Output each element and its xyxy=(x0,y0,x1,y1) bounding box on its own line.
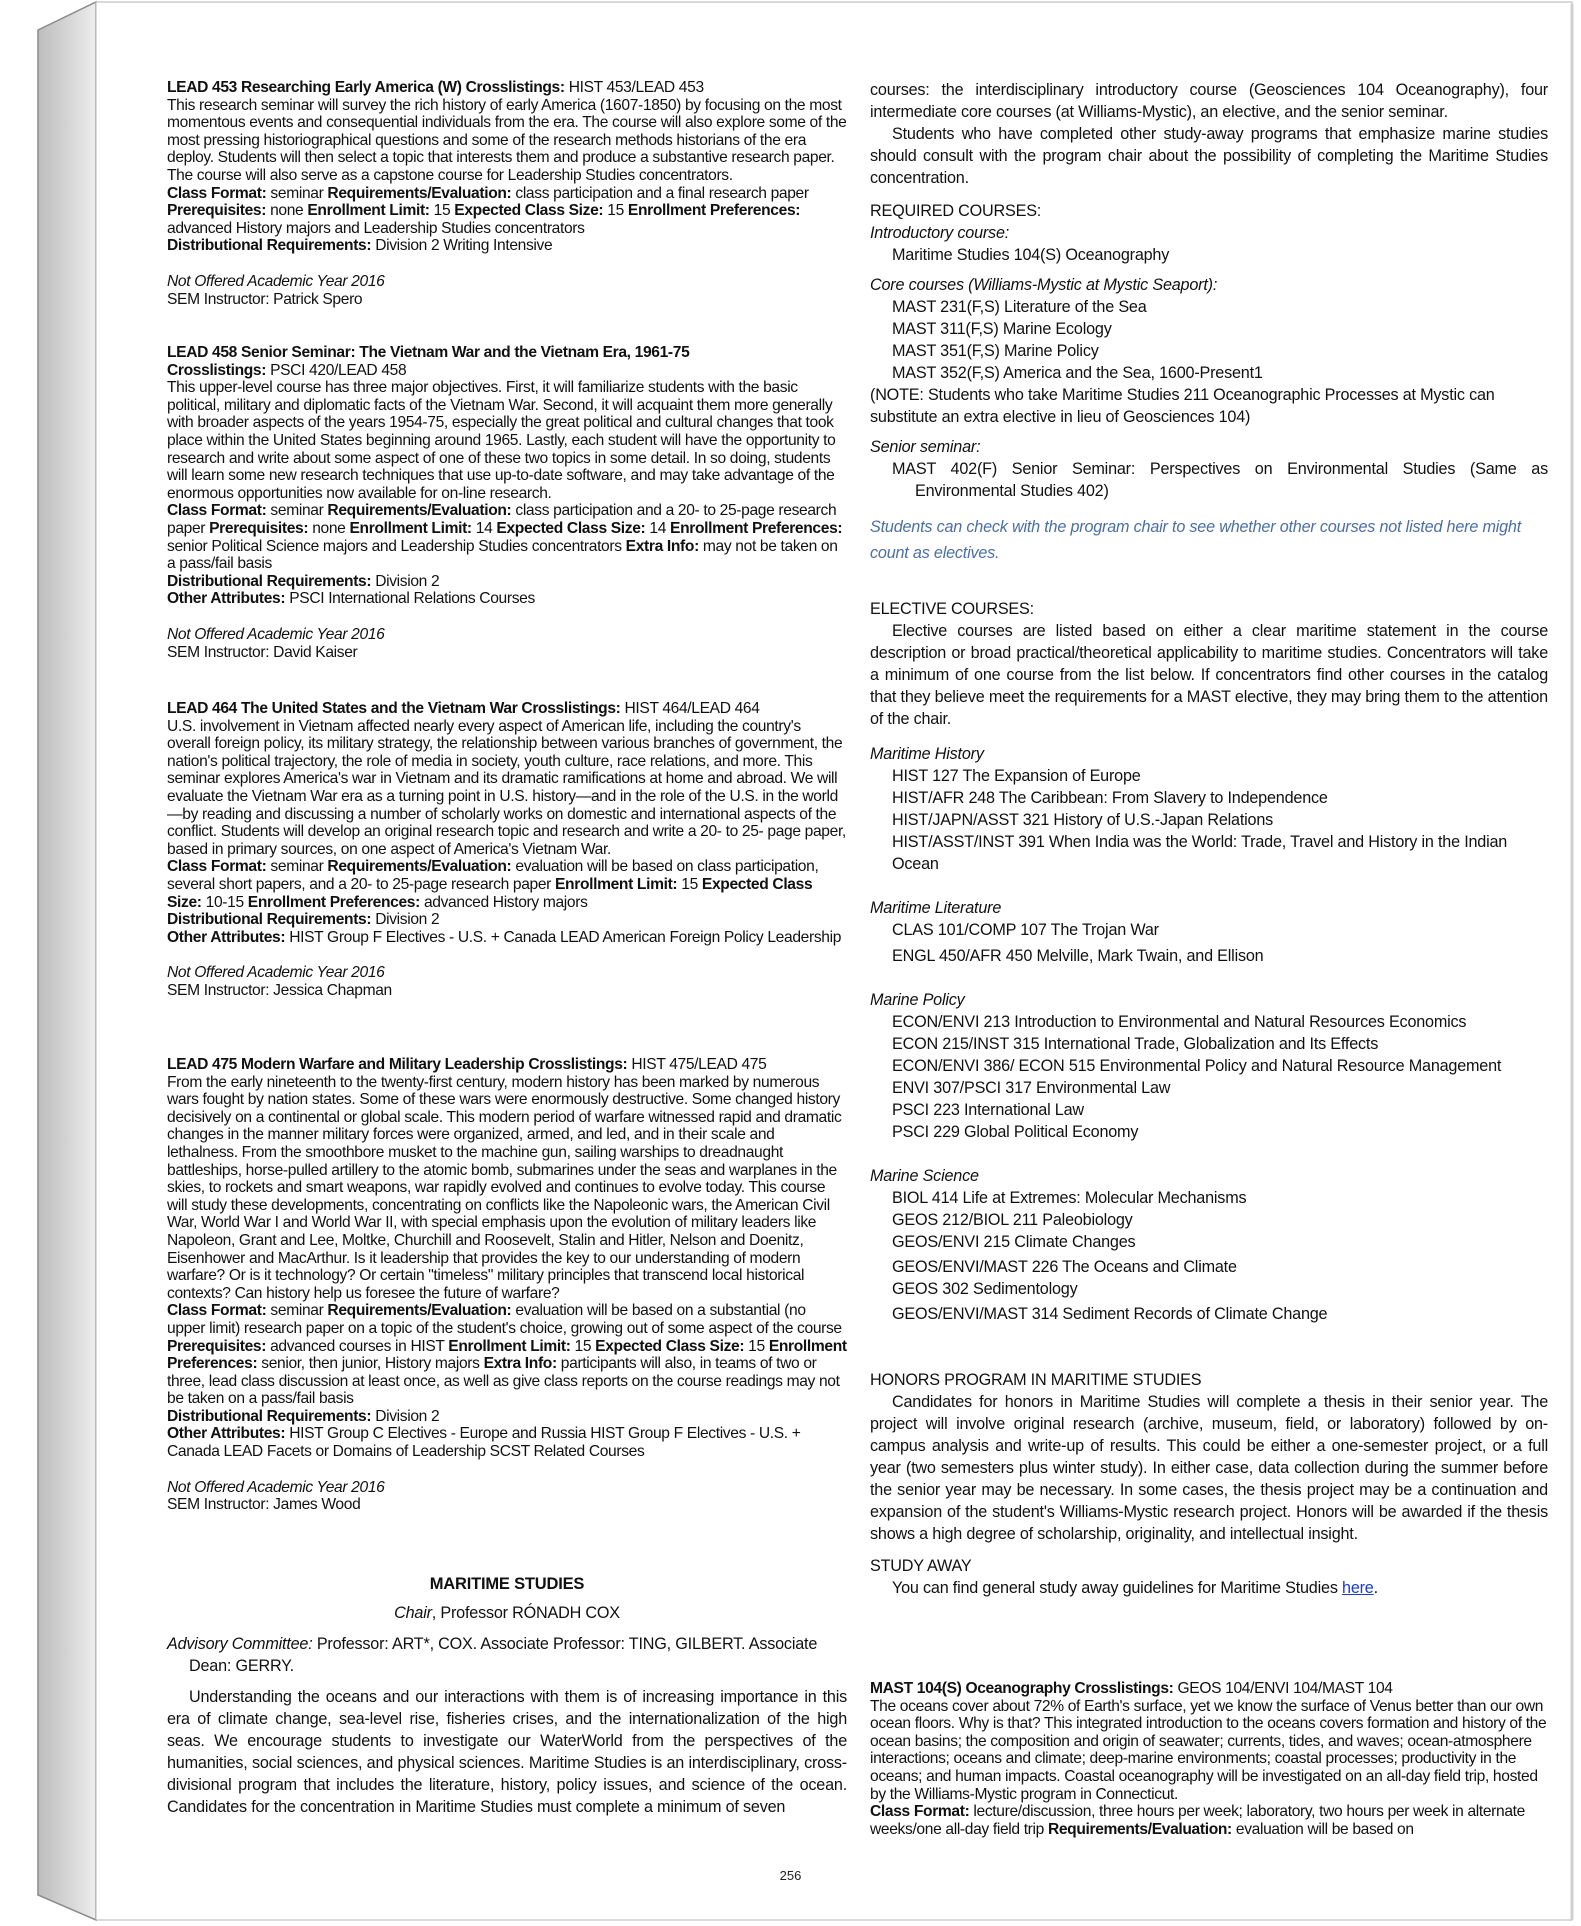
list-item: HIST 127 The Expansion of Europe xyxy=(892,767,1141,785)
offered-note: Not Offered Academic Year 2016 xyxy=(167,272,385,290)
science-list xyxy=(870,1187,1548,1325)
instructor: SEM Instructor: Jessica Chapman xyxy=(167,981,392,999)
study-away-link[interactable]: here xyxy=(1342,1579,1374,1597)
intro-course: Maritime Studies 104(S) Oceanography xyxy=(892,246,1170,264)
offered-note: Not Offered Academic Year 2016 xyxy=(167,1478,385,1496)
list-item: HIST/ASST/INST 391 When India was the World: Trade, Travel and History in the Indian Ocean xyxy=(892,833,1508,873)
maritime-intro: Understanding the oceans and our interactions with them is of increasing importance in this era of climate change, sea-level rise, fisheries crises, and the internationalization of the high seas. We encourage students to investigate our WaterWorld from the perspectives of the humanities, social sciences, and physical sciences. Maritime Studies is an interdisciplinary, cross-divisional program that includes the literature, history, policy issues, and science of the ocean. Candidates for the concentration in Maritime Studies must complete a minimum of seven xyxy=(167,1688,847,1816)
course-details: Class Format: seminar Requirements/Evaluation: class participation and a 20- to 25-page research paper Prerequisites: none Enrollment Limit: 14 Expected Class Size: 14 Enrollment Preferences: senior Political Science majors and Leadership Studies concentrators Extra Info: may not be taken on a pass/fail basis xyxy=(167,502,843,573)
course-lead453: LEAD 453 Researching Early America (W) Crosslistings: HIST 453/LEAD 453 This research seminar will survey the rich history of early America (1607-1850) by focusing on the most momentous events and consequential individuals from the era. The course will also explore some of the most pressing historiographical questions and some of the research methods historians of the era deploy. Students will then select a topic that interests them and produce a substantive research paper. The course will also serve as a capstone course for Leadership Studies concentrators. Class Format: seminar Requirements/Evaluation: class participation and a final research paper Prerequisites: none Enrollment Limit: 15 Expected Class Size: 15 Enrollment Preferences: advanced History majors and Leadership Studies concentrators Distributional Requirements: Division 2 Writing Intensive Not Offered Academic Year 2016 SEM Instructor: Patrick Spero xyxy=(167,79,847,308)
instructor: SEM Instructor: Patrick Spero xyxy=(167,290,363,308)
course-description: The oceans cover about 72% of Earth's surface, yet we know the surface of Venus better than our own ocean floors. Why is that? This integrated introduction to the oceans covers formation and history of the ocean basins; the composition and origin of seawater; currents, tides, and waves; ocean-atmosphere interactions; oceans and climate; deep-marine environments; coastal processes; productivity in the oceans; and human impacts. Coastal oceanography will be investigated on an all-day field trip, hosted by the Williams-Mystic program in Connecticut. xyxy=(870,1697,1547,1803)
list-item: HIST/AFR 248 The Caribbean: From Slavery to Independence xyxy=(892,789,1328,807)
page-number: 256 xyxy=(779,1868,802,1883)
list-item: MAST 231(F,S) Literature of the Sea xyxy=(892,298,1147,316)
list-item: MAST 351(F,S) Marine Policy xyxy=(892,342,1099,360)
policy-list xyxy=(870,1011,1548,1143)
course-heading: MAST 104(S) Oceanography xyxy=(870,1680,1071,1697)
course-description: This upper-level course has three major objectives. First, it will familiarize students with the basic political, military and diplomatic facts of the Vietnam War. Second, it will acquaint them more generally with broader aspects of the years 1954-75, especially the great political and cultural changes that took place within the United States beginning around 1965. Lastly, each student will have the opportunity to research and write about some aspect of one of these two topics in some detail. In so doing, students will learn some new research techniques that use up-to-date software, and may take advantage of the enormous opportunities now available for on-line research. xyxy=(167,379,836,502)
list-item: ECON/ENVI 386/ ECON 515 Environmental Policy and Natural Resource Management xyxy=(892,1057,1502,1075)
electives-note: Students can check with the program chair to see whether other courses not listed here might count as electives. xyxy=(870,518,1522,562)
senior-label: Senior seminar: xyxy=(870,438,981,456)
chair-line: Chair, Professor RÓNADH COX xyxy=(394,1604,620,1622)
history-label: Maritime History xyxy=(870,745,984,763)
intro-continued: courses: the interdisciplinary introductory course (Geosciences 104 Oceanography), four intermediate core courses (at Williams-Mystic), an elective, and the senior seminar. xyxy=(870,81,1548,121)
history-list xyxy=(870,765,1548,875)
requirements-section xyxy=(870,79,1548,1599)
study-away-note: Students who have completed other study-away programs that emphasize marine studies should consult with the program chair about the possibility of completing the Maritime Studies concentration. xyxy=(870,125,1548,187)
list-item: CLAS 101/COMP 107 The Trojan War xyxy=(892,921,1159,939)
list-item: GEOS 212/BIOL 211 Paleobiology xyxy=(892,1211,1133,1229)
course-details: Class Format: seminar Requirements/Evaluation: class participation and a final research paper Prerequisites: none Enrollment Limit: 15 Expected Class Size: 15 Enrollment Preferences: advanced History majors and Leadership Studies concentrators xyxy=(167,184,809,237)
honors-text: Candidates for honors in Maritime Studies will complete a thesis in their senior year. The project will involve original research (archive, museum, field, or laboratory) followed by on-campus analysis and write-up of results. This could be either a one-semester project, or a full year (two semesters plus winter study). In either case, data collection during the summer before the senior year may be necessary. In some cases, the thesis project may be a continuation and expansion of the student's Williams-Mystic research project. Honors will be awarded if the thesis shows a high degree of scholarship, originality, and intellectual insight. xyxy=(870,1393,1548,1543)
list-item: ECON/ENVI 213 Introduction to Environmental and Natural Resources Economics xyxy=(892,1013,1467,1031)
course-lead464: LEAD 464 The United States and the Vietnam War Crosslistings: HIST 464/LEAD 464 U.S. involvement in Vietnam affected nearly every aspect of American life, including the country's overall foreign policy, its military strategy, the relationship between various branches of government, the nation's political trajectory, the role of media in society, youth culture, race relations, and more. This seminar explores America's war in Vietnam and its dramatic ramifications at home and abroad. We will evaluate the Vietnam War era as a turning point in U.S. history—and in the role of the U.S. in the world—by reading and discussing a number of scholarly works on domestic and international aspects of the conflict. Students will develop an original research topic and research and write a 20- to 25- page paper, based in primary sources, on one aspect of America's Vietnam War. Class Format: seminar Requirements/Evaluation: evaluation will be based on class participation, several short papers, and a 20- to 25-page research paper Enrollment Limit: 15 Expected Class Size: 10-15 Enrollment Preferences: advanced History majors Distributional Requirements: Division 2 Other Attributes: HIST Group F Electives - U.S. + Canada LEAD American Foreign Policy Leadership Not Offered Academic Year 2016 SEM Instructor: Jessica Chapman xyxy=(167,700,846,999)
list-item: PSCI 223 International Law xyxy=(892,1101,1084,1119)
list-item: ECON 215/INST 315 International Trade, Globalization and Its Effects xyxy=(892,1035,1379,1053)
study-away-heading: STUDY AWAY xyxy=(870,1557,972,1575)
offered-note: Not Offered Academic Year 2016 xyxy=(167,964,385,982)
advisory-committee: Advisory Committee: Professor: ART*, COX. Associate Professor: TING, GILBERT. Associate Dean: GERRY. xyxy=(167,1635,818,1675)
list-item: HIST/JAPN/ASST 321 History of U.S.-Japan Relations xyxy=(892,811,1274,829)
list-item: GEOS/ENVI/MAST 314 Sediment Records of Climate Change xyxy=(892,1305,1328,1323)
course-details: Class Format: seminar Requirements/Evaluation: evaluation will be based on a substantial (no upper limit) research paper on a topic of the student's choice, growing out of some aspect of the course Prerequisites: advanced courses in HIST Enrollment Limit: 15 Expected Class Size: 15 Enrollment Preferences: senior, then junior, History majors Extra Info: participants will also, in teams of two or three, lead class discussion at least once, as well as give class reports on the course readings may not be taken on a pass/fail basis xyxy=(167,1302,847,1408)
list-item: GEOS/ENVI 215 Climate Changes xyxy=(892,1233,1136,1251)
course-mast104: MAST 104(S) Oceanography Crosslistings: GEOS 104/ENVI 104/MAST 104 The oceans cover about 72% of Earth's surface, yet we know the surface of Venus better than our own ocean floors. Why is that? This integrated introduction to the oceans covers formation and history of the ocean basins; the composition and origin of seawater; currents, tides, and waves; ocean-atmosphere interactions; oceans and climate; deep-marine environments; coastal processes; productivity in the oceans; and human impacts. Coastal oceanography will be investigated on an all-day field trip, hosted by the Williams-Mystic program in Connecticut. Class Format: lecture/discussion, three hours per week; laboratory, two hours per week in alternate weeks/one all-day field trip Requirements/Evaluation: evaluation will be based on xyxy=(870,1680,1547,1838)
list-item: ENGL 450/AFR 450 Melville, Mark Twain, and Ellison xyxy=(892,947,1264,965)
list-item: GEOS 302 Sedimentology xyxy=(892,1280,1078,1298)
course-description: U.S. involvement in Vietnam affected nearly every aspect of American life, including the country's overall foreign policy, its military strategy, the relationship between various branches of government, the nation's political trajectory, the role of media in society, youth culture, race relations, and more. This seminar explores America's war in Vietnam and its dramatic ramifications at home and abroad. We will evaluate the Vietnam War era as a turning point in U.S. history—and in the role of the U.S. in the world—by reading and discussing a number of scholarly works on domestic and international aspects of the conflict. Students will develop an original research topic and research and write a 20- to 25- page paper, based in primary sources, on one aspect of America's Vietnam War. xyxy=(167,717,846,858)
literature-label: Maritime Literature xyxy=(870,899,1002,917)
core-list xyxy=(870,296,1548,384)
maritime-studies-section xyxy=(167,1573,847,1818)
offered-note: Not Offered Academic Year 2016 xyxy=(167,625,385,643)
section-title: MARITIME STUDIES xyxy=(429,1575,585,1593)
course-description: This research seminar will survey the rich history of early America (1607-1850) by focusing on the most momentous events and consequential individuals from the era. The course will also explore some of the most pressing historiographical questions and some of the research methods historians of the era deploy. Students will then select a topic that interests them and produce a substantive research paper. The course will also serve as a capstone course for Leadership Studies concentrators. xyxy=(167,96,847,184)
course-details: Class Format: lecture/discussion, three hours per week; laboratory, two hours per week in alternate weeks/one all-day field trip Requirements/Evaluation: evaluation will be based on xyxy=(870,1803,1525,1838)
study-away-text: You can find general study away guidelines for Maritime Studies here. xyxy=(892,1579,1378,1597)
course-lead475: LEAD 475 Modern Warfare and Military Leadership Crosslistings: HIST 475/LEAD 475 From the early nineteenth to the twenty-first century, modern history has been marked by numerous wars fought by nation states. Some of these wars were enormously destructive. Some changed history decisively on a continental or global scale. This modern period of warfare witnessed rapid and dramatic changes in the manner military forces were organized, armed, and led, and in their scale and lethalness. From the smoothbore musket to the machine gun, sailing warships to dreadnaught battleships, horse-pulled artillery to the atomic bomb, submarines under the seas and warplanes in the skies, to rockets and smart weapons, war rapidly evolved and continues to evolve today. This course will study these developments, concentrating on conflicts like the Napoleonic wars, the American Civil War, World War I and World War II, with special emphasis upon the evolution of military leaders like Napoleon, Grant and Lee, Moltke, Churchill and Roosevelt, Stalin and Hitler, Nelson and Doenitz, Eisenhower and MacArthur. Is it leadership that provides the key to our understanding of modern warfare? Or is it technology? Or certain "timeless" military principles that transcend local historical contexts? Can history help us foresee the future of warfare? Class Format: seminar Requirements/Evaluation: evaluation will be based on a substantial (no upper limit) research paper on a topic of the student's choice, growing out of some aspect of the course Prerequisites: advanced courses in HIST Enrollment Limit: 15 Expected Class Size: 15 Enrollment Preferences: senior, then junior, History majors Extra Info: participants will also, in teams of two or three, lead class discussion at least once, as well as give class reports on the course readings may not be taken on a pass/fail basis Distributional Requirements: Division 2 Other Attributes: HIST Group C Electives - Europe and Russia HIST Group F Electives - U.S. + Canada LEAD Facets or Domains of Leadership SCST Related Courses Not Offered Academic Year 2016 SEM Instructor: James Wood xyxy=(167,1056,847,1514)
list-item: ENVI 307/PSCI 317 Environmental Law xyxy=(892,1079,1171,1097)
course-heading: LEAD 453 Researching Early America (W) xyxy=(167,79,462,96)
required-heading: REQUIRED COURSES: xyxy=(870,202,1042,220)
course-details: Class Format: seminar Requirements/Evaluation: evaluation will be based on class participation, several short papers, and a 20- to 25-page research paper Enrollment Limit: 15 Expected Class Size: 10-15 Enrollment Preferences: advanced History majors xyxy=(167,858,819,911)
list-item: MAST 311(F,S) Marine Ecology xyxy=(892,320,1112,338)
list-item: MAST 352(F,S) America and the Sea, 1600-Present1 xyxy=(892,364,1263,382)
literature-list xyxy=(870,919,1548,967)
list-item: GEOS/ENVI/MAST 226 The Oceans and Climate xyxy=(892,1258,1237,1276)
science-label: Marine Science xyxy=(870,1167,979,1185)
instructor: SEM Instructor: James Wood xyxy=(167,1496,361,1514)
intro-course-label: Introductory course: xyxy=(870,224,1010,242)
elective-heading: ELECTIVE COURSES: xyxy=(870,600,1034,618)
policy-label: Marine Policy xyxy=(870,991,965,1009)
list-item: BIOL 414 Life at Extremes: Molecular Mechanisms xyxy=(892,1189,1247,1207)
list-item: PSCI 229 Global Political Economy xyxy=(892,1123,1139,1141)
honors-heading: HONORS PROGRAM IN MARITIME STUDIES xyxy=(870,1371,1202,1389)
course-heading: LEAD 458 Senior Seminar: The Vietnam War and the Vietnam Era, 1961-75 xyxy=(167,344,690,361)
core-note: (NOTE: Students who take Maritime Studies 211 Oceanographic Processes at Mystic can substitute an extra elective in lieu of Geosciences 104) xyxy=(870,386,1495,426)
course-lead458: LEAD 458 Senior Seminar: The Vietnam War and the Vietnam Era, 1961-75 Crosslistings: PSCI 420/LEAD 458 This upper-level course has three major objectives. First, it will familiarize students with the basic political, military and diplomatic facts of the Vietnam War. Second, it will acquaint them more generally with broader aspects of the years 1954-75, especially the great political and cultural changes that took place within the United States beginning around 1965. Lastly, each student will have the opportunity to research and write about some aspect of one of these two topics in some detail. In so doing, students will learn some new research techniques that use up-to-date software, and may take advantage of the enormous opportunities now available for on-line research. Class Format: seminar Requirements/Evaluation: class participation and a 20- to 25-page research paper Prerequisites: none Enrollment Limit: 14 Expected Class Size: 14 Enrollment Preferences: senior Political Science majors and Leadership Studies concentrators Extra Info: may not be taken on a pass/fail basis Distributional Requirements: Division 2 Other Attributes: PSCI International Relations Courses Not Offered Academic Year 2016 SEM Instructor: David Kaiser xyxy=(167,344,847,661)
course-description: From the early nineteenth to the twenty-first century, modern history has been marked by numerous wars fought by nation states. Some of these wars were enormously destructive. Some changed history decisively on a continental or global scale. This modern period of warfare witnessed rapid and dramatic changes in the manner military forces were organized, armed, and led, and in their scale and lethalness. From the smoothbore musket to the machine gun, sailing warships to dreadnaught battleships, horse-pulled artillery to the atomic bomb, submarines under the seas and warplanes in the skies, to rockets and smart weapons, war rapidly evolved and continues to evolve today. This course will study these developments, concentrating on conflicts like the Napoleonic wars, the American Civil War, World War I and World War II, with special emphasis upon the evolution of military leaders like Napoleon, Grant and Lee, Moltke, Churchill and Roosevelt, Stalin and Hitler, Nelson and Doenitz, Eisenhower and MacArthur. Is it leadership that provides the key to our understanding of modern warfare? Or is it technology? Or certain "timeless" military principles that transcend local historical contexts? Can history help us foresee the future of warfare? xyxy=(167,1073,842,1302)
course-heading: LEAD 475 Modern Warfare and Military Leadership xyxy=(167,1056,525,1073)
core-label: Core courses (Williams-Mystic at Mystic Seaport): xyxy=(870,276,1218,294)
elective-intro: Elective courses are listed based on either a clear maritime statement in the course description or broad practical/theoretical applicability to maritime studies. Concentrators will take a minimum of one course from the list below. If concentrators find other courses in the catalog that they believe meet the requirements for a MAST elective, they may bring them to the attention of the chair. xyxy=(870,622,1548,728)
senior-seminar: MAST 402(F) Senior Seminar: Perspectives on Environmental Studies (Same as Environmental Studies 402) xyxy=(892,460,1548,500)
course-heading: LEAD 464 The United States and the Vietnam War xyxy=(167,700,518,717)
instructor: SEM Instructor: David Kaiser xyxy=(167,643,358,661)
